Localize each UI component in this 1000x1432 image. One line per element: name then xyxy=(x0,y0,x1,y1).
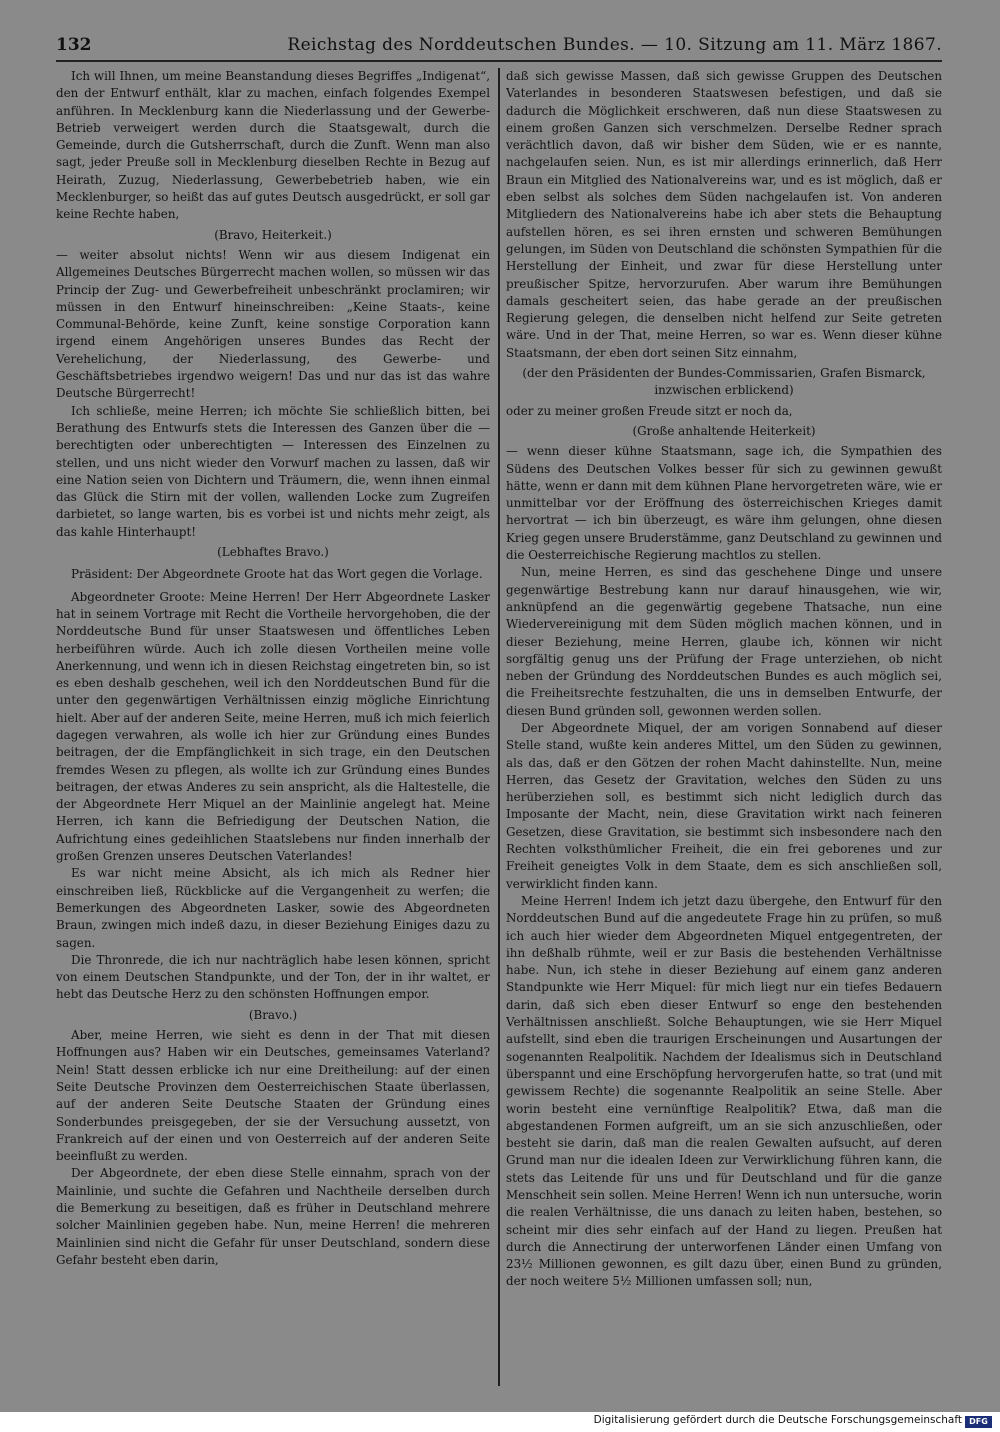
dfg-logo: DFG xyxy=(965,1416,992,1428)
page-header xyxy=(56,30,942,62)
stage-direction: (Bravo, Heiterkeit.) xyxy=(214,227,332,242)
stage-direction: (Lebhaftes Bravo.) xyxy=(217,545,329,560)
paragraph: — weiter absolut nichts! Wenn wir aus diesem Indigenat ein Allgemeines Deutsches Bürgerrecht machen wollen, so müssen wir das Princip der Zug- und Gewerbefreiheit unbeschränkt proclamiren; wir müssen in den Entwurf hineinschreiben: „Keine Staats-, keine Communal-Behörde, keine Zunft, keine sonstige Corporation kann irgend einem Angehörigen unseres Bundes das Recht der Verehelichung, der Niederlassung, des Gewerbe- und Geschäftsbetriebes irgendwo weigern! Das und nur das ist das wahre Deutsche Bürgerrecht! xyxy=(56,247,490,401)
paragraph: Ich schließe, meine Herren; ich möchte Sie schließlich bitten, bei Berathung des Entwurfs stets die Interessen des Ganzen über die — berechtigten oder unberechtigten — Interessen des Einzelnen zu stellen, und uns nicht wieder den Vorwurf machen zu lassen, daß wir eine Nation seien von Dichtern und Träumern, die, wenn ihnen einmal das Glück die Stirn mit der vollen, wallenden Locke zum Zugreifen darbietet, so lange warten, bis es vorbei ist und nichts mehr zeigt, als das kahle Hinterhaupt! xyxy=(56,403,490,539)
paragraph: Präsident: Der Abgeordnete Groote hat das Wort gegen die Vorlage. xyxy=(71,567,483,582)
paragraph: — wenn dieser kühne Staatsmann, sage ich, die Sympathien des Südens des Deutschen Volkes besser für sich zu gewinnen gewußt hätte, wenn er dann mit dem kühnen Plane hervorgetreten wäre, wie er unmittelbar vor der Eröffnung des österreichischen Krieges damit hervortrat — ich bin überzeugt, es wäre ihm gelungen, ohne diesen Krieg gegen unsere Bruderstämme, ganz Deutschland zu gewinnen und die Oesterreichische Regierung machtlos zu stellen. xyxy=(506,444,942,563)
paragraph: Ich will Ihnen, um meine Beanstandung dieses Begriffes „Indigenat“, den der Entwurf enthält, klar zu machen, einfach folgendes Exempel anführen. In Mecklenburg kann die Niederlassung und der Gewerbe-Betrieb verweigert werden durch die Staatsgewalt, durch die Gemeinde, durch die Gutsherrschaft, durch die Zunft. Wenn man also sagt, jeder Preuße soll in Mecklenburg dieselben Rechte in Bezug auf Heirath, Zuzug, Niederlassung, Gewerbebetrieb haben, wie ein Mecklenburger, so heißt das auf gutes Deutsch ausgedrückt, er soll gar keine Rechte haben, xyxy=(56,69,490,222)
left-column xyxy=(56,68,490,1386)
paragraph: Nun, meine Herren, es sind das geschehene Dinge und unsere gegenwärtige Bestrebung kann nur darauf hinausgehen, wie wir, anknüpfend an die gegenwärtig gegebene Thatsache, nun eine Wiedervereinigung mit dem Süden möglich machen können, und in dieser Beziehung, meine Herren, glaube ich, können wir nicht sorgfältig genug uns der Prüfung der Frage unterziehen, ob nicht neben der Gründung des Norddeutschen Bundes es auch möglich sei, die Freiheitsrechte festzuhalten, die uns in demselben Entwurfe, der diesen Bund gründen soll, gewonnen werden sollen. xyxy=(506,565,942,718)
stage-direction: (Große anhaltende Heiterkeit) xyxy=(632,423,816,438)
funding-credit: Digitalisierung gefördert durch die Deutsche Forschungsgemeinschaft xyxy=(593,1414,962,1426)
paragraph: Der Abgeordnete, der eben diese Stelle einnahm, sprach von der Mainlinie, und suchte die Gefahren und Nachtheile derselben durch die Bemerkung zu beseitigen, daß es früher in Deutschland mehrere solcher Mainlinien gegeben habe. Nun, meine Herren! die mehreren Mainlinien sind nicht die Gefahr für unser Deutschland, sondern diese Gefahr besteht eben darin, xyxy=(56,1166,490,1267)
column-divider xyxy=(498,68,500,1386)
paragraph: Abgeordneter Groote: Meine Herren! Der Herr Abgeordnete Lasker hat in seinem Vortrage mit Recht die Vortheile hervorgehoben, die der Norddeutsche Bund für unser Staatswesen und öffentliches Leben herbeiführen würde. Auch ich zolle diesen Vortheilen meine volle Anerkennung, und wenn ich in diesen Reichstag eingetreten bin, so ist es eben deshalb geschehen, weil ich den Norddeutschen Bund für die unter den gegenwärtigen Verhältnissen einzig mögliche Einrichtung hielt. Aber auf der anderen Seite, meine Herren, muß ich mich feierlich dagegen verwahren, als wolle ich hier zur Gründung eines Bundes beitragen, der die Empfänglichkeit in sich trage, ein den Deutschen fremdes Wesen zu pflegen, als wollte ich zur Gründung eines Bundes beitragen, der etwas Anderes zu sein anspricht, als die Haltestelle, die der Abgeordnete Herr Miquel an der Mainlinie angelegt hat. Meine Herren, ich kann die Befriedigung der Deutschen Nation, die Aufrichtung eines gedeihlichen Staatslebens nur finden innerhalb der großen Grenzen unseres Deutschen Vaterlandes! xyxy=(56,589,490,864)
paragraph: Die Thronrede, die ich nur nachträglich habe lesen können, spricht von einem Deutschen Standpunkte, und der Ton, der in ihr waltet, er hebt das Deutsche Herz zu den schönsten Hoffnungen empor. xyxy=(56,952,490,1002)
paragraph: Der Abgeordnete Miquel, der am vorigen Sonnabend auf dieser Stelle stand, wußte kein anderes Mittel, um den Süden zu gewinnen, als das, daß er den Götzen der rohen Macht dahinstellte. Nun, meine Herren, das Gesetz der Gravitation, welches den Süden zu uns herüberziehen soll, es bestimmt sich nicht lediglich durch das Imposante der Macht, nein, diese Gravitation wirkt nach feineren Gesetzen, diese Gravitation, sie bestimmt sich insbesondere nach den Rechten volksthümlicher Freiheit, die ein frei geborenes und zur Freiheit geneigtes Volk in dem Staate, dem es sich anschließen soll, verwirklicht finden kann. xyxy=(506,720,942,891)
paragraph: daß sich gewisse Massen, daß sich gewisse Gruppen des Deutschen Vaterlandes in besonderen Staatswesen befestigen, und daß sie dadurch die Möglichkeit erschweren, daß nun diese Staatswesen zu einem großen Ganzen sich verschmelzen. Derselbe Redner sprach verächtlich davon, daß wir bisher dem Süden, wie er es nannte, nachgelaufen seien. Nun, es ist mir allerdings erinnerlich, daß Herr Braun ein Mitglied des Nationalvereins war, und es ist möglich, daß er eben selbst als solches dem Süden nachgelaufen ist. Von anderen Mitgliedern des Nationalvereins habe ich aber stets die Behauptung aufstellen hören, es sei ihren ernsten und schweren Bemühungen gelungen, im Süden von Deutschland die schönsten Sympathien für die Herstellung der Einheit, und zwar für diese Herstellung unter preußischer Spitze, hervorzurufen. Aber warum ihre Bemühungen damals gescheitert seien, das habe gerade an der preußischen Regierung gelegen, die denselben nicht helfend zur Seite getreten wäre. Und in der That, meine Herren, so war es. Wenn dieser kühne Staatsmann, der eben dort seinen Sitz einnahm, xyxy=(506,69,942,360)
paragraph: Meine Herren! Indem ich jetzt dazu übergehe, den Entwurf für den Norddeutschen Bund auf die angedeutete Frage hin zu prüfen, so muß ich auch hier wieder dem Abgeordneten Miquel entgegentreten, der ihn deßhalb rühmte, weil er zur Basis die bestehenden Verhältnisse habe. Nun, ich stehe in dieser Beziehung auf einem ganz anderen Standpunkte wie Herr Miquel: für mich liegt nur ein tiefes Bedauern darin, daß sich eben dieser Entwurf so enge den bestehenden Verhältnissen anschließt. Solche Behauptungen, wie sie Herr Miquel aufstellt, sind eben die traurigen Erscheinungen und Ausartungen der sogenannten Realpolitik. Nachdem der Idealismus sich in Deutschland überspannt und eine Erschöpfung hervorgerufen hatte, so trat (und mit gewissem Rechte) die sogenannte Realpolitik an seine Stelle. Aber worin besteht eine vernünftige Realpolitik? Etwa, daß man die abgestandenen Formen aufgreift, um an sie sich anzuschließen, oder besteht sie darin, daß man die realen Gewalten aufsucht, auf deren Grund man nur die idealen Ideen zur Verwirklichung führen kann, die stets das Leitende für uns und für Deutschland und für die ganze Menschheit sein sollen. Meine Herren! Wenn ich nun untersuche, worin die realen Verhältnisse, die uns danach zu leiten haben, bestehen, so scheint mir dies sehr einfach auf der Hand zu liegen. Preußen hat durch die Annectirung der unterworfenen Länder einen Umfang von 23½ Millionen gewonnen, es gilt dazu über, einen Bund zu gründen, der noch weitere 5½ Millionen umfassen soll; nun, xyxy=(506,893,942,1289)
paragraph: Aber, meine Herren, wie sieht es denn in der That mit diesen Hoffnungen aus? Haben wir ein Deutsches, gemeinsames Vaterland? Nein! Statt dessen erblicke ich nur eine Dreitheilung: auf der einen Seite Deutsche Provinzen dem Oesterreichischen Staate überlassen, auf der anderen Seite Deutsche Staaten der Gründung eines Sonderbundes preisgegeben, der sie der Versuchung aussetzt, von Frankreich auf der einen und von Oesterreich auf der anderen Seite beeinflußt zu werden. xyxy=(56,1028,490,1164)
stage-direction: (der den Präsidenten der Bundes-Commissarien, Grafen Bismarck, inzwischen erblickend) xyxy=(522,366,926,398)
stage-direction: (Bravo.) xyxy=(248,1007,298,1022)
paragraph: oder zu meiner großen Freude sitzt er noch da, xyxy=(506,403,793,418)
running-title: Reichstag des Norddeutschen Bundes. — 10. Sitzung am 11. März 1867. xyxy=(287,35,942,55)
page-number: 132 xyxy=(56,35,92,55)
right-column xyxy=(506,68,942,1386)
paragraph: Es war nicht meine Absicht, als ich mich als Redner hier einschreiben ließ, Rückblicke auf die Vergangenheit zu werfen; die Bemerkungen des Abgeordneten Lasker, sowie des Abgeordneten Braun, zwingen mich indeß dazu, in dieser Beziehung Einiges dazu zu sagen. xyxy=(56,866,490,950)
footer-bar xyxy=(0,1412,1000,1432)
